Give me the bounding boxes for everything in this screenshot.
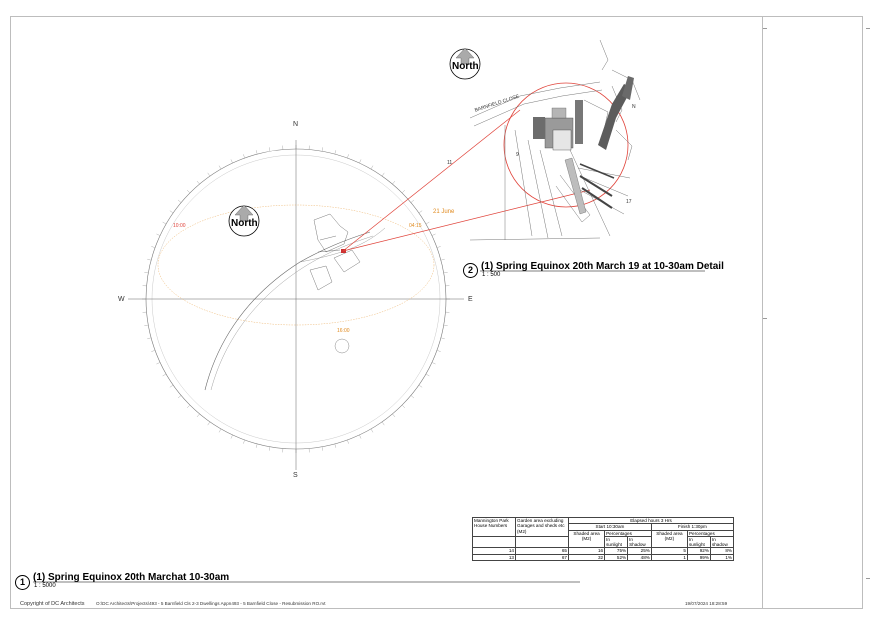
table-header-garden: Garden area excluding Garages and sheds etc (M2) [516,518,569,537]
circle-tick [371,166,373,169]
circle-tick [411,200,414,203]
circle-tick [347,154,348,158]
circle-tick [219,166,221,169]
road-branch [300,228,385,262]
table-header-shaded: Shaded area (M2) [569,530,605,548]
circle-tick [231,435,233,439]
sun-time-label: 10:00 [173,223,186,229]
circle-tick [441,338,445,339]
plot-number: N [632,104,636,110]
circle-tick [256,444,257,448]
circle-tick [444,325,448,326]
north-label-main: North [231,218,258,229]
view-2-number: 2 [463,263,478,278]
circle-tick [411,395,414,398]
circle-tick [156,362,160,364]
circle-tick [156,234,160,236]
circle-tick [432,362,436,364]
table-cell: 14 [473,548,516,554]
view-2-title: (1) Spring Equinox 20th March 19 at 10-30am Detail [481,261,724,272]
circle-tick [231,159,233,163]
circle-tick [359,159,361,163]
sun-position-marker [335,339,349,353]
table-cell: 75% [605,548,628,554]
circle-tick [147,259,151,260]
view-1-title: (1) Spring Equinox 20th Marchat 10-30am [33,572,230,583]
view-1-scale: 1 : 5000 [34,583,56,589]
table-cell: 99% [687,554,710,560]
plot-number: 11 [447,160,453,166]
compass-east: E [468,296,473,303]
table-cell: 92% [687,548,710,554]
table-cell: 1% [710,554,733,560]
table-cell: 48% [628,554,652,560]
circle-tick [347,440,348,444]
table-cell: 67 [516,554,569,560]
site-cluster [310,214,360,290]
circle-tick [419,385,422,387]
footer-timestamp: 19/07/2024 18:28:59 [685,601,728,606]
plot-number: 17 [626,199,632,205]
view-1-number: 1 [15,575,30,590]
compass-north: N [293,121,299,128]
circle-tick [392,181,395,184]
circle-tick [322,447,323,451]
circle-tick [178,395,181,398]
footer-file-path: O:\DC Architects\Projects\493 - 5 Barnfield Cls 2-3 Dwellings Appn493 - 5 Barnfield Close - Resubmission RO.rvt [96,601,326,606]
detail-buildings [533,76,634,214]
circle-tick [256,150,257,154]
compass-west: W [118,296,125,303]
detail-callout-line [343,110,520,251]
circle-tick [419,211,422,213]
circle-tick [197,414,200,417]
circle-tick [382,173,384,176]
footer-copyright: Copyright of DC Architects [20,601,85,607]
plot-number: 9 [516,152,519,158]
circle-tick [322,147,323,151]
circle-tick [402,405,405,408]
circle-tick [187,190,190,193]
circle-tick [269,447,270,451]
table-cell: 16 [569,548,605,554]
circle-tick [359,435,361,439]
table-cell: 65 [516,548,569,554]
circle-tick [178,200,181,203]
circle-tick [426,222,429,224]
circle-tick [208,422,210,425]
circle-tick [219,429,221,432]
table-header-in-shadow: In shadow [710,536,733,548]
circle-tick [371,429,373,432]
road-label: BARNFIELD CLOSE [474,93,520,114]
table-cell: 1 [651,554,687,560]
circle-tick [187,405,190,408]
table-header-in-shadow: In Shadow [628,536,652,548]
circle-tick [170,385,173,387]
circle-tick [243,440,244,444]
table-header-percentages: Percentages [605,530,652,536]
table-row [473,554,734,560]
table-header-finish: Finish 1:30pm [651,524,733,530]
circle-tick [335,444,336,448]
circle-tick [441,259,445,260]
view-2-scale: 1 : 500 [482,272,501,278]
circle-tick [243,154,244,158]
table-header-house: Mannington Park House Numbers [473,518,516,537]
sun-path-label: 21 June [433,209,455,215]
circle-tick [151,246,155,247]
circle-tick [437,246,441,247]
table-cell: 5 [651,548,687,554]
circle-tick [208,173,210,176]
circle-tick [402,190,405,193]
circle-tick [163,222,166,224]
table-header-start: Start 10:30am [569,524,652,530]
circle-tick [432,234,436,236]
circle-tick [437,350,441,351]
circle-tick [170,211,173,213]
sun-time-label: 04:15 [409,223,422,229]
access-road-edge [211,236,373,390]
circle-tick [197,181,200,184]
circle-tick [144,272,148,273]
circle-tick [151,350,155,351]
table-header-in-sunlight: In sunlight [687,536,710,548]
table-cell: 8% [710,548,733,554]
circle-tick [444,272,448,273]
circle-tick [147,338,151,339]
table-header-in-sunlight: In sunlight [605,536,628,548]
table-header-shaded: Shaded area (M2) [651,530,687,548]
circle-tick [426,374,429,376]
table-cell: 32 [569,554,605,560]
circle-tick [335,150,336,154]
sun-time-label: 16:00 [337,328,350,334]
table-cell: 52% [605,554,628,560]
shading-table [472,517,734,561]
table-header-elapsed: Elapsed hours 3 Hrs [569,518,734,524]
compass-south: S [293,472,298,479]
circle-tick [392,414,395,417]
table-cell: 25% [628,548,652,554]
circle-tick [269,147,270,151]
table-header-percentages: Percentages [687,530,733,536]
access-road [205,232,370,390]
circle-tick [163,374,166,376]
table-cell: 13 [473,554,516,560]
detail-callout-line [343,190,590,251]
circle-tick [144,325,148,326]
north-label-detail: North [452,61,479,72]
circle-tick [382,422,384,425]
